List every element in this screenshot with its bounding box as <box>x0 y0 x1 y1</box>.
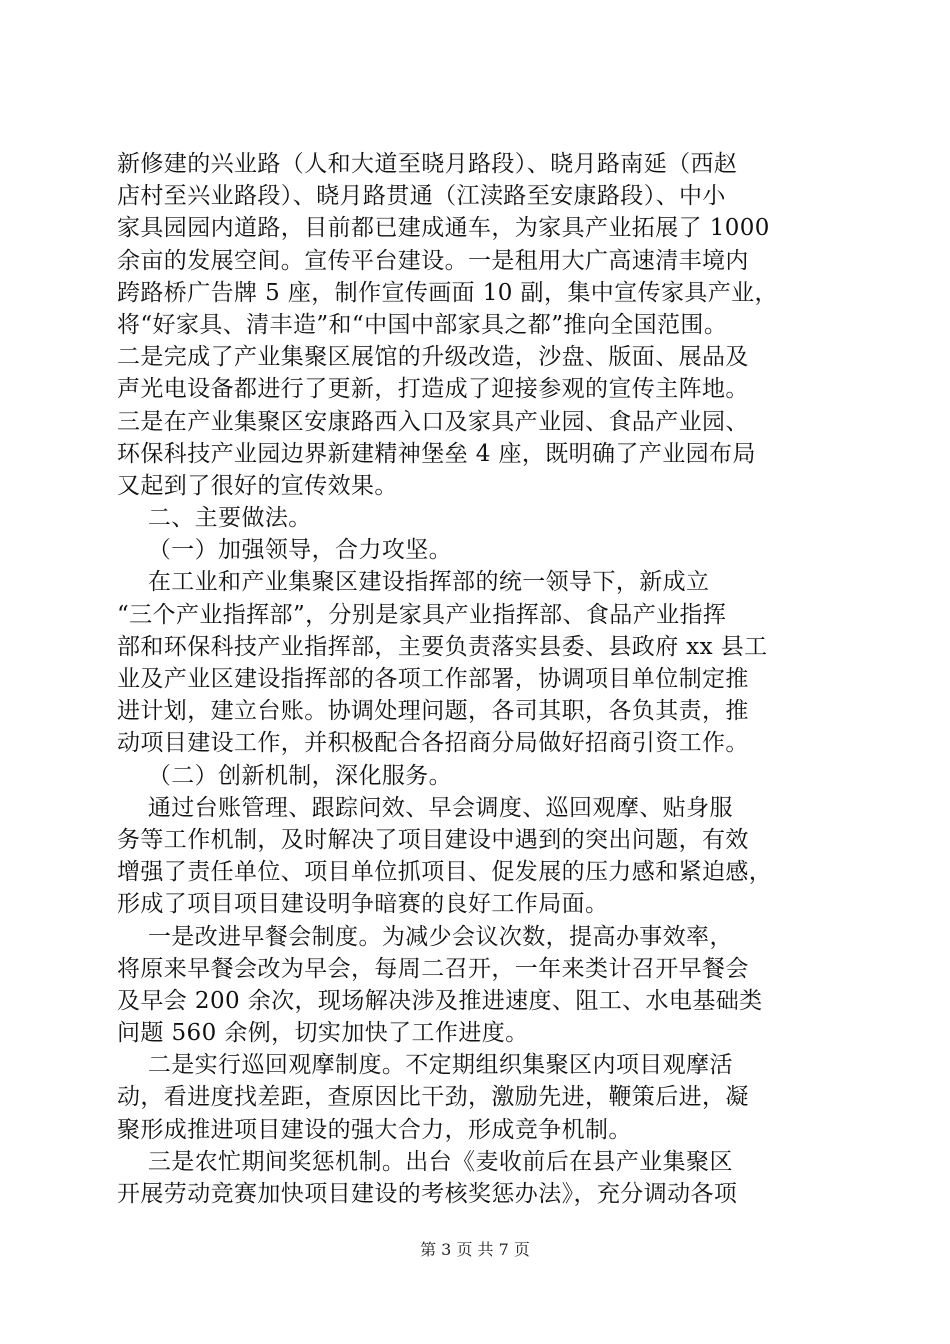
text-line: “三个产业指挥部”，分别是家具产业指挥部、食品产业指挥 <box>117 601 727 628</box>
text-line: 形成了项目项目建设明争暗赛的良好工作局面。 <box>117 891 609 918</box>
text-line: 动，看进度找差距，查原因比干劲，激励先进，鞭策后进，凝 <box>117 1084 749 1111</box>
subsection-heading: （一）加强领导，合力攻坚。 <box>117 537 453 564</box>
text-line: 开展劳动竞赛加快项目建设的考核奖惩办法》，充分调动各项 <box>117 1181 738 1207</box>
section-heading: 二、主要做法。 <box>117 505 312 532</box>
text-line: 二是完成了产业集聚区展馆的升级改造，沙盘、版面、展品及 <box>117 344 749 371</box>
text-line: 增强了责任单位、项目单位抓项目、促发展的压力感和紧迫感， <box>117 859 773 886</box>
text-line: 声光电设备都进行了更新，打造成了迎接参观的宣传主阵地。 <box>117 376 749 403</box>
text-line: 业及产业区建设指挥部的各项工作部署，协调项目单位制定推 <box>117 666 749 692</box>
text-line: 一是改进早餐会制度。为减少会议次数，提高办事效率， <box>117 923 733 950</box>
document-body <box>117 148 833 1210</box>
text-line: 务等工作机制，及时解决了项目建设中遇到的突出问题，有效 <box>117 826 749 853</box>
text-line: 新修建的兴业路（人和大道至晓月路段）、晓月路南延（西赵 <box>117 151 738 177</box>
text-line: 将“好家具、清丰造”和“中国中部家具之都”推向全国范围。 <box>117 311 728 338</box>
text-line: 余亩的发展空间。宣传平台建设。一是租用大广高速清丰境内 <box>117 247 749 274</box>
text-line: 通过台账管理、跟踪问效、早会调度、巡回观摩、贴身服 <box>117 794 733 821</box>
text-line: 店村至兴业路段）、晓月路贯通（江渎路至安康路段）、中小 <box>117 183 726 210</box>
text-line: 及早会 200 余次，现场解决涉及推进速度、阻工、水电基础类 <box>117 987 763 1014</box>
page-number-footer: 第 3 页 共 7 页 <box>420 1240 530 1259</box>
text-line: 将原来早餐会改为早会，每周二召开，一年来类计召开早餐会 <box>117 955 749 982</box>
text-line: 问题 560 余例，切实加快了工作进度。 <box>117 1020 529 1047</box>
text-line: 部和环保科技产业指挥部，主要负责落实县委、县政府 xx 县工 <box>117 633 768 660</box>
text-line: 环保科技产业园边界新建精神堡垒 4 座，既明确了产业园布局 <box>117 440 756 467</box>
text-line: 三是农忙期间奖惩机制。出台《麦收前后在县产业集聚区 <box>117 1148 733 1175</box>
text-line: 二是实行巡回观摩制度。不定期组织集聚区内项目观摩活 <box>117 1052 733 1079</box>
text-line: 又起到了很好的宣传效果。 <box>117 472 398 499</box>
text-line: 聚形成推进项目建设的强大合力，形成竞争机制。 <box>117 1116 632 1143</box>
text-line: 动项目建设工作，并积极配合各招商分局做好招商引资工作。 <box>117 730 749 757</box>
text-line: 三是在产业集聚区安康路西入口及家具产业园、食品产业园、 <box>117 408 749 435</box>
text-line: 家具园园内道路，目前都已建成通车，为家具产业拓展了 1000 <box>117 215 770 242</box>
text-line: 跨路桥广告牌 5 座，制作宣传画面 10 副，集中宣传家具产业， <box>117 279 778 306</box>
text-line: 进计划，建立台账。协调处理问题，各司其职，各负其责，推 <box>117 698 749 725</box>
subsection-heading: （二）创新机制，深化服务。 <box>117 762 453 789</box>
text-line: 在工业和产业集聚区建设指挥部的统一领导下，新成立 <box>117 569 710 596</box>
